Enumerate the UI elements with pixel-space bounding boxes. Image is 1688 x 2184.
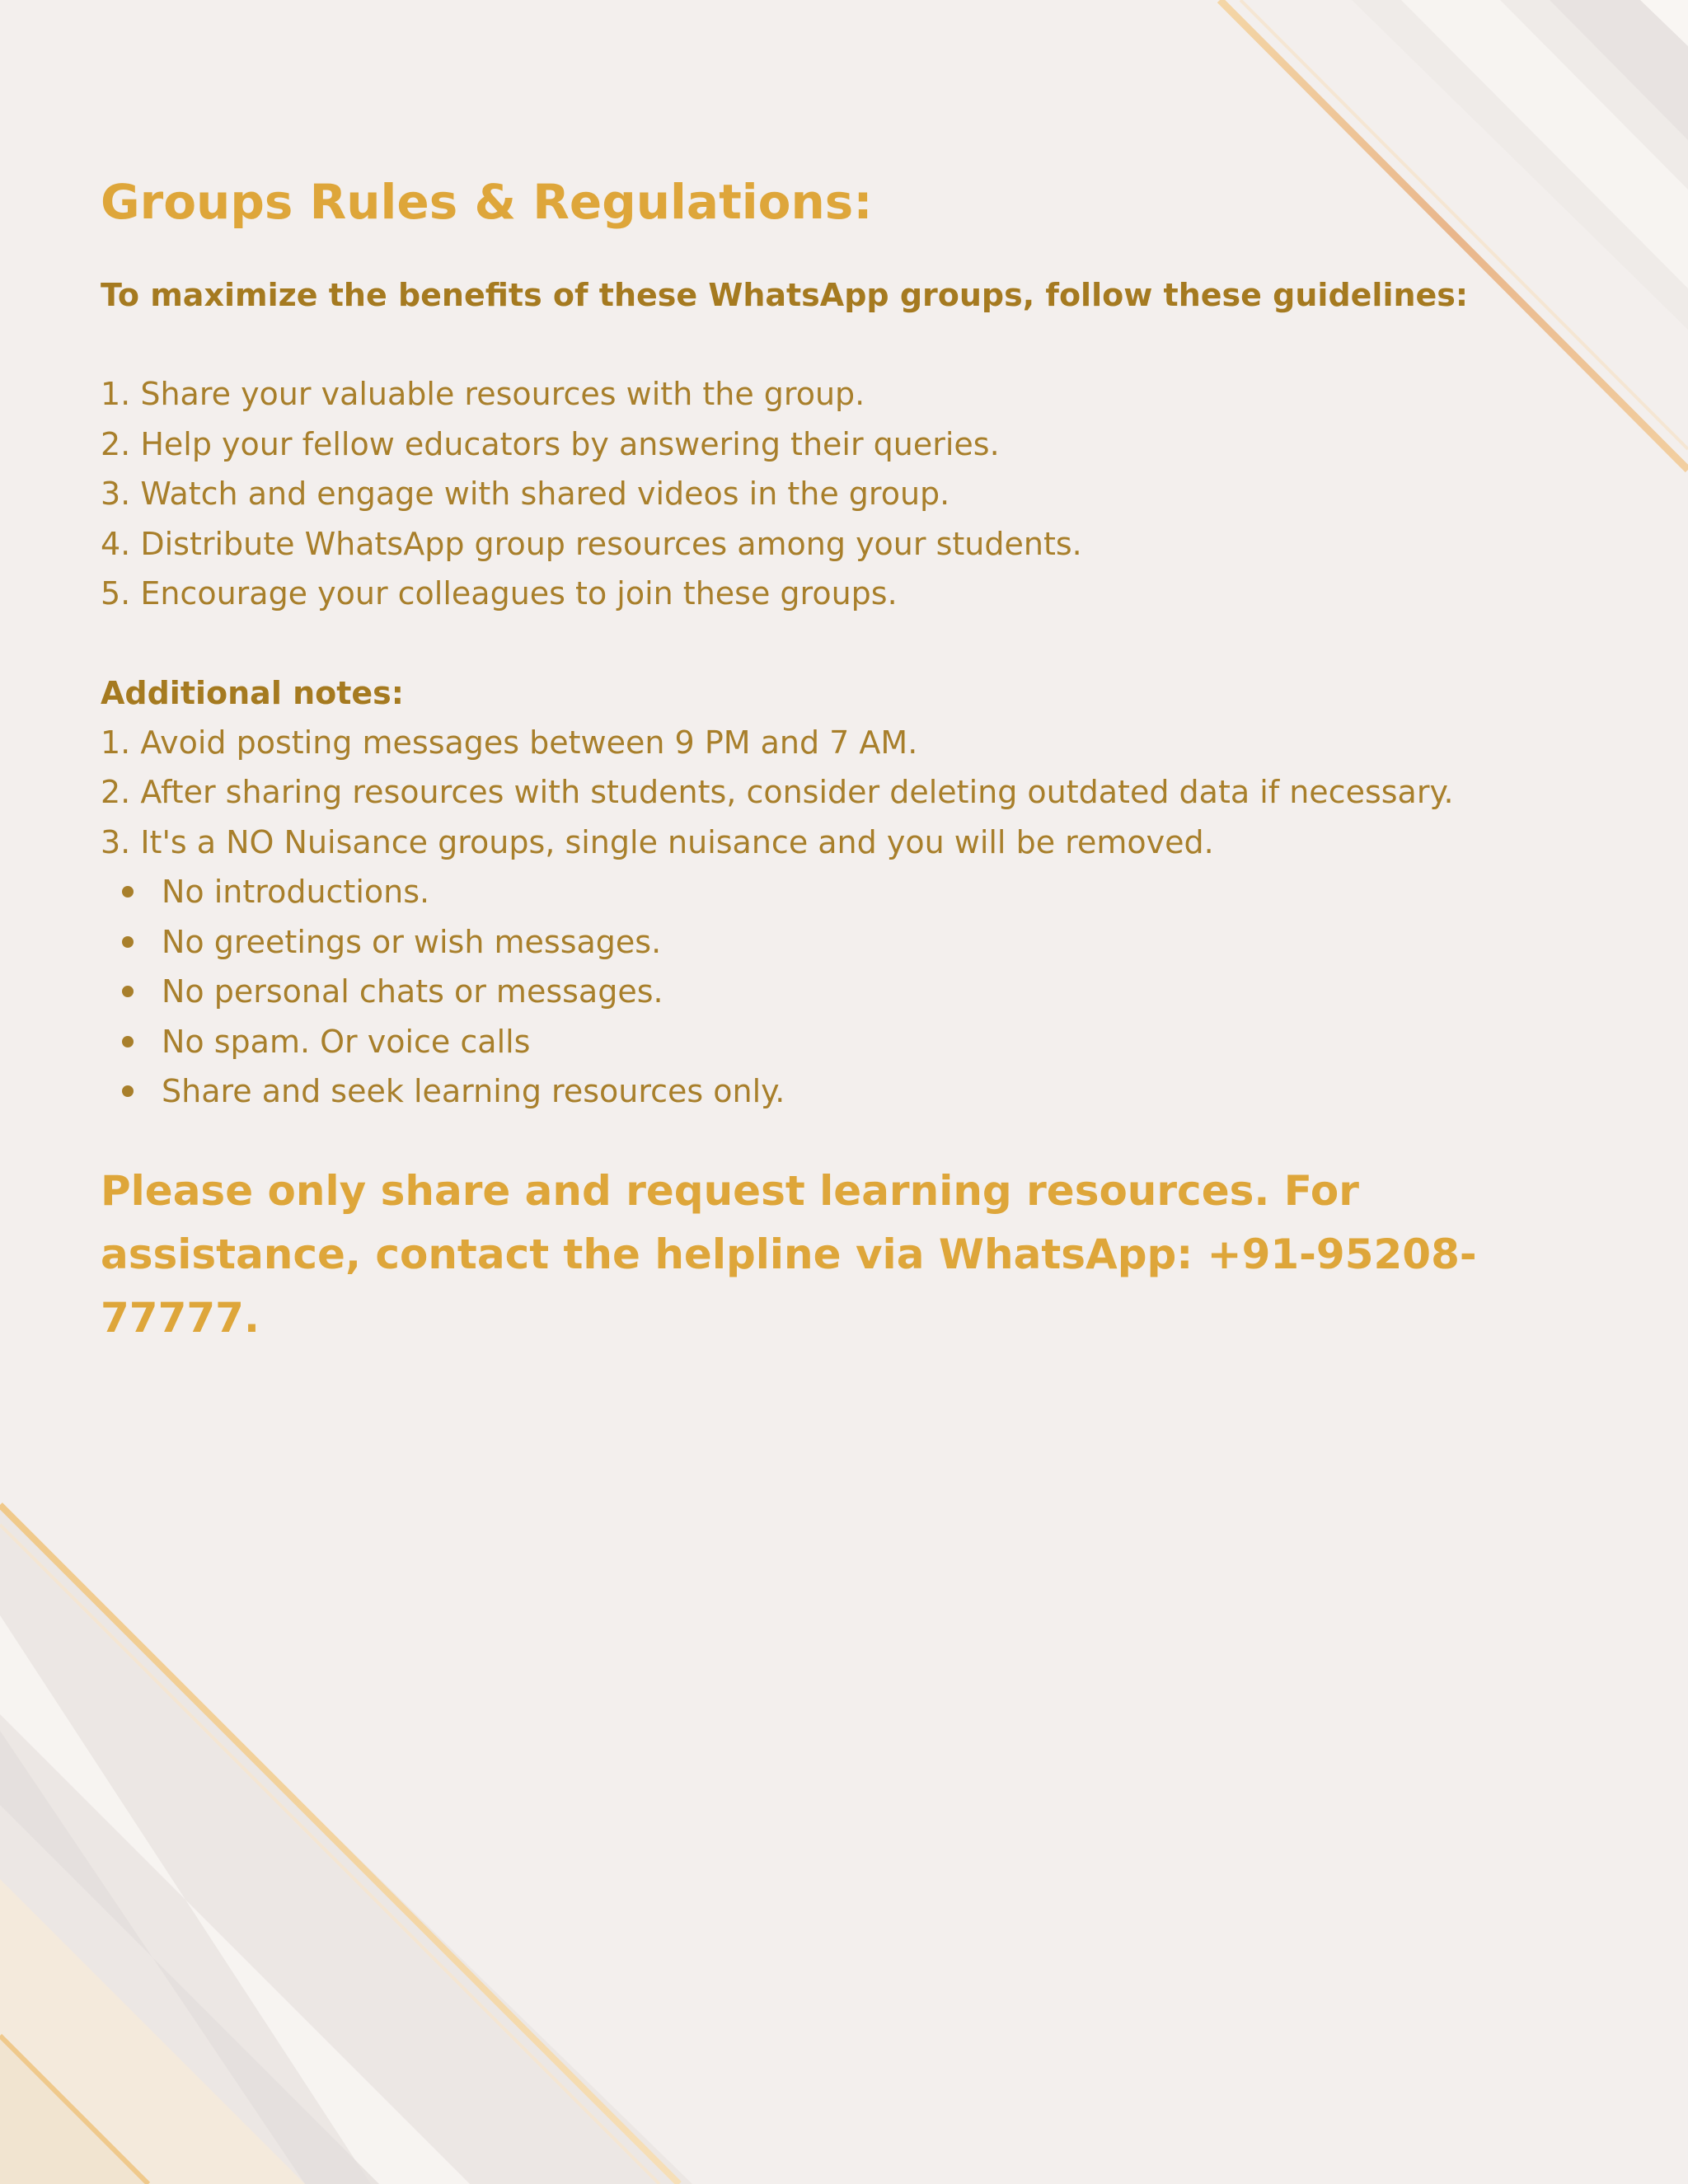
bullet-list bbox=[101, 867, 1650, 1117]
bullet-text: Share and seek learning resources only. bbox=[162, 1073, 785, 1109]
bullet-icon bbox=[122, 1036, 134, 1047]
bullet-item bbox=[101, 1066, 1650, 1117]
rule-item: 3. Watch and engage with shared videos in the group. bbox=[101, 476, 950, 512]
helpline-callout: Please only share and request learning resources. For assistance, contact the helpline via WhatsApp: +91-95208-77777. bbox=[101, 1166, 1477, 1342]
bullet-text: No greetings or wish messages. bbox=[162, 923, 662, 960]
rule-item: 5. Encourage your colleagues to join these groups. bbox=[101, 575, 898, 612]
rule-item: 4. Distribute WhatsApp group resources among your students. bbox=[101, 525, 1082, 562]
bullet-icon bbox=[122, 1085, 134, 1097]
notes-heading: Additional notes: bbox=[101, 674, 404, 711]
rules-list bbox=[101, 369, 1650, 619]
page-title: Groups Rules & Regulations: bbox=[101, 174, 873, 230]
note-item: 3. It's a NO Nuisance groups, single nuisance and you will be removed. bbox=[101, 823, 1214, 860]
bullet-item bbox=[101, 967, 1650, 1017]
bullet-icon bbox=[122, 886, 134, 898]
notes-list bbox=[101, 718, 1650, 868]
document-body bbox=[101, 165, 1650, 1350]
rule-item: 1. Share your valuable resources with the group. bbox=[101, 376, 865, 412]
bullet-item bbox=[101, 917, 1650, 968]
note-item: 1. Avoid posting messages between 9 PM and 7 AM. bbox=[101, 724, 918, 761]
bullet-text: No personal chats or messages. bbox=[162, 973, 663, 1010]
rule-item: 2. Help your fellow educators by answering their queries. bbox=[101, 425, 1000, 462]
bullet-item bbox=[101, 867, 1650, 917]
intro-text: To maximize the benefits of these WhatsApp groups, follow these guidelines: bbox=[101, 277, 1469, 313]
bullet-text: No spam. Or voice calls bbox=[162, 1023, 531, 1060]
bullet-icon bbox=[122, 986, 134, 997]
note-item: 2. After sharing resources with students, consider deleting outdated data if necessary. bbox=[101, 774, 1454, 810]
bullet-icon bbox=[122, 936, 134, 948]
bullet-item bbox=[101, 1017, 1650, 1067]
bullet-text: No introductions. bbox=[162, 874, 430, 910]
bottom-left-stripes bbox=[0, 1505, 692, 2184]
